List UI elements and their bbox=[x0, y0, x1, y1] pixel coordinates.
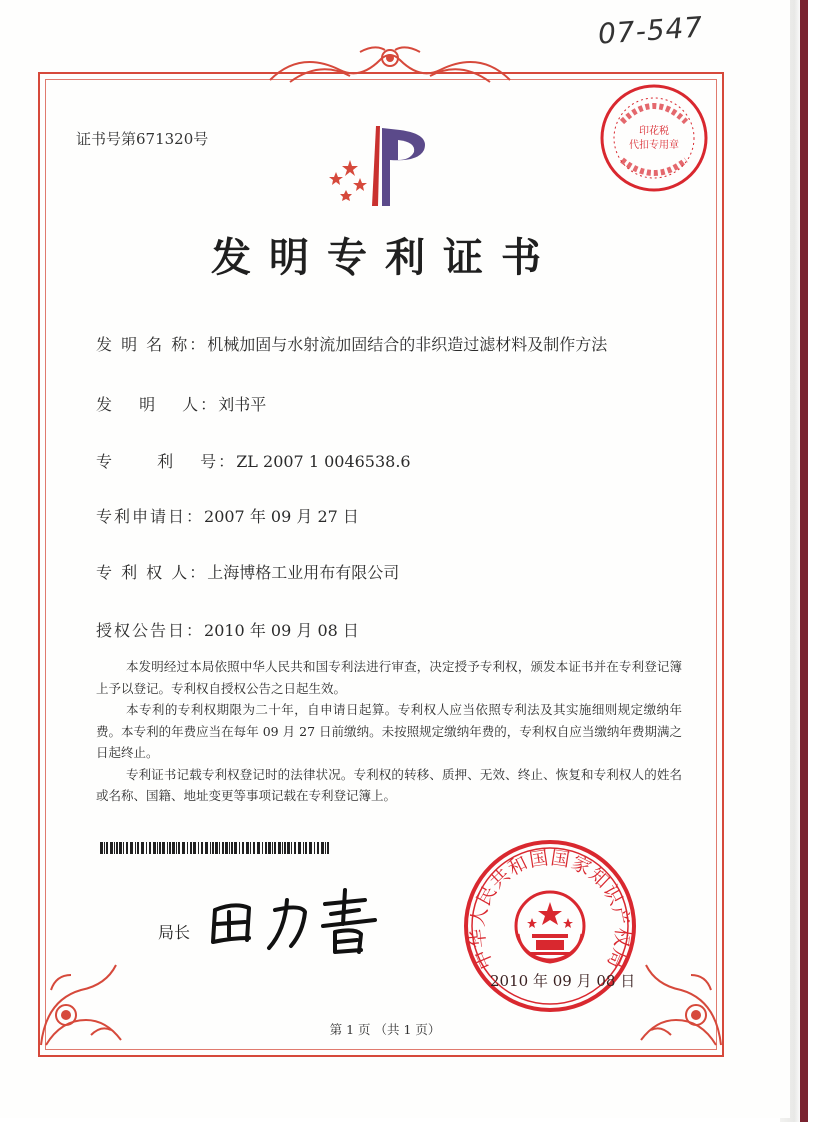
field-label: 专 利 号： bbox=[96, 452, 237, 471]
body-paragraph: 本专利的专利权期限为二十年，自申请日起算。专利权人应当依照专利法及其实施细则规定缴纳年费。本专利的年费应当在每年 09 月 27 日前缴纳。未按照规定缴纳年费的，专利权自应当缴纳年费期满之日起终止。 bbox=[96, 702, 682, 760]
patentee-row bbox=[96, 560, 399, 583]
inventor-row bbox=[96, 392, 266, 415]
field-label: 发 明 名 称： bbox=[96, 335, 208, 354]
field-label: 授权公告日： bbox=[96, 621, 205, 640]
certificate-number: 证书号第671320号 bbox=[76, 130, 209, 148]
patent-number-value: ZL 2007 1 0046538.6 bbox=[236, 452, 411, 471]
svg-text:印花税: 印花税 bbox=[639, 126, 669, 137]
patent-number-row bbox=[96, 449, 411, 472]
body-paragraph: 专利证书记载专利权登记时的法律状况。专利权的转移、质押、无效、终止、恢复和专利权人的姓名或名称、国籍、地址变更等事项记载在专利登记簿上。 bbox=[96, 766, 682, 803]
top-ornament-icon bbox=[260, 40, 520, 90]
svg-text:中华人民共和国国家知识产权局: 中华人民共和国国家知识产权局 bbox=[466, 846, 634, 973]
director-label: 局长 bbox=[158, 923, 191, 942]
invention-name-row bbox=[96, 332, 607, 355]
binding-edge bbox=[800, 0, 808, 1122]
field-label: 发 明 人： bbox=[96, 395, 219, 414]
field-label: 专利申请日： bbox=[96, 507, 205, 526]
tax-stamp-seal bbox=[598, 82, 710, 194]
certificate-body bbox=[96, 656, 682, 807]
barcode bbox=[100, 842, 332, 854]
inventor-value: 刘书平 bbox=[218, 395, 267, 414]
patent-office-logo-icon bbox=[320, 120, 440, 210]
handwritten-note: 07-547 bbox=[596, 10, 705, 51]
body-paragraph: 本发明经过本局依照中华人民共和国专利法进行审查，决定授予专利权，颁发本证书并在专利登记簿上予以登记。专利权自授权公告之日起生效。 bbox=[96, 659, 682, 696]
filing-date-row bbox=[96, 504, 359, 527]
director-signature bbox=[205, 880, 395, 960]
grant-date-value: 2010 年 09 月 08 日 bbox=[204, 621, 359, 640]
grant-date-row bbox=[96, 618, 359, 641]
field-label: 专 利 权 人： bbox=[96, 563, 208, 582]
patentee-value: 上海博格工业用布有限公司 bbox=[207, 563, 400, 582]
svg-text:代扣专用章: 代扣专用章 bbox=[629, 140, 679, 151]
filing-date-value: 2007 年 09 月 27 日 bbox=[204, 507, 359, 526]
seal-date: 2010 年 09 月 08 日 bbox=[490, 972, 636, 990]
page-number: 第 1 页 （共 1 页） bbox=[329, 1022, 441, 1037]
invention-name-value: 机械加固与水射流加固结合的非织造过滤材料及制作方法 bbox=[207, 335, 608, 354]
page-title: 发明专利证书 bbox=[211, 234, 559, 281]
